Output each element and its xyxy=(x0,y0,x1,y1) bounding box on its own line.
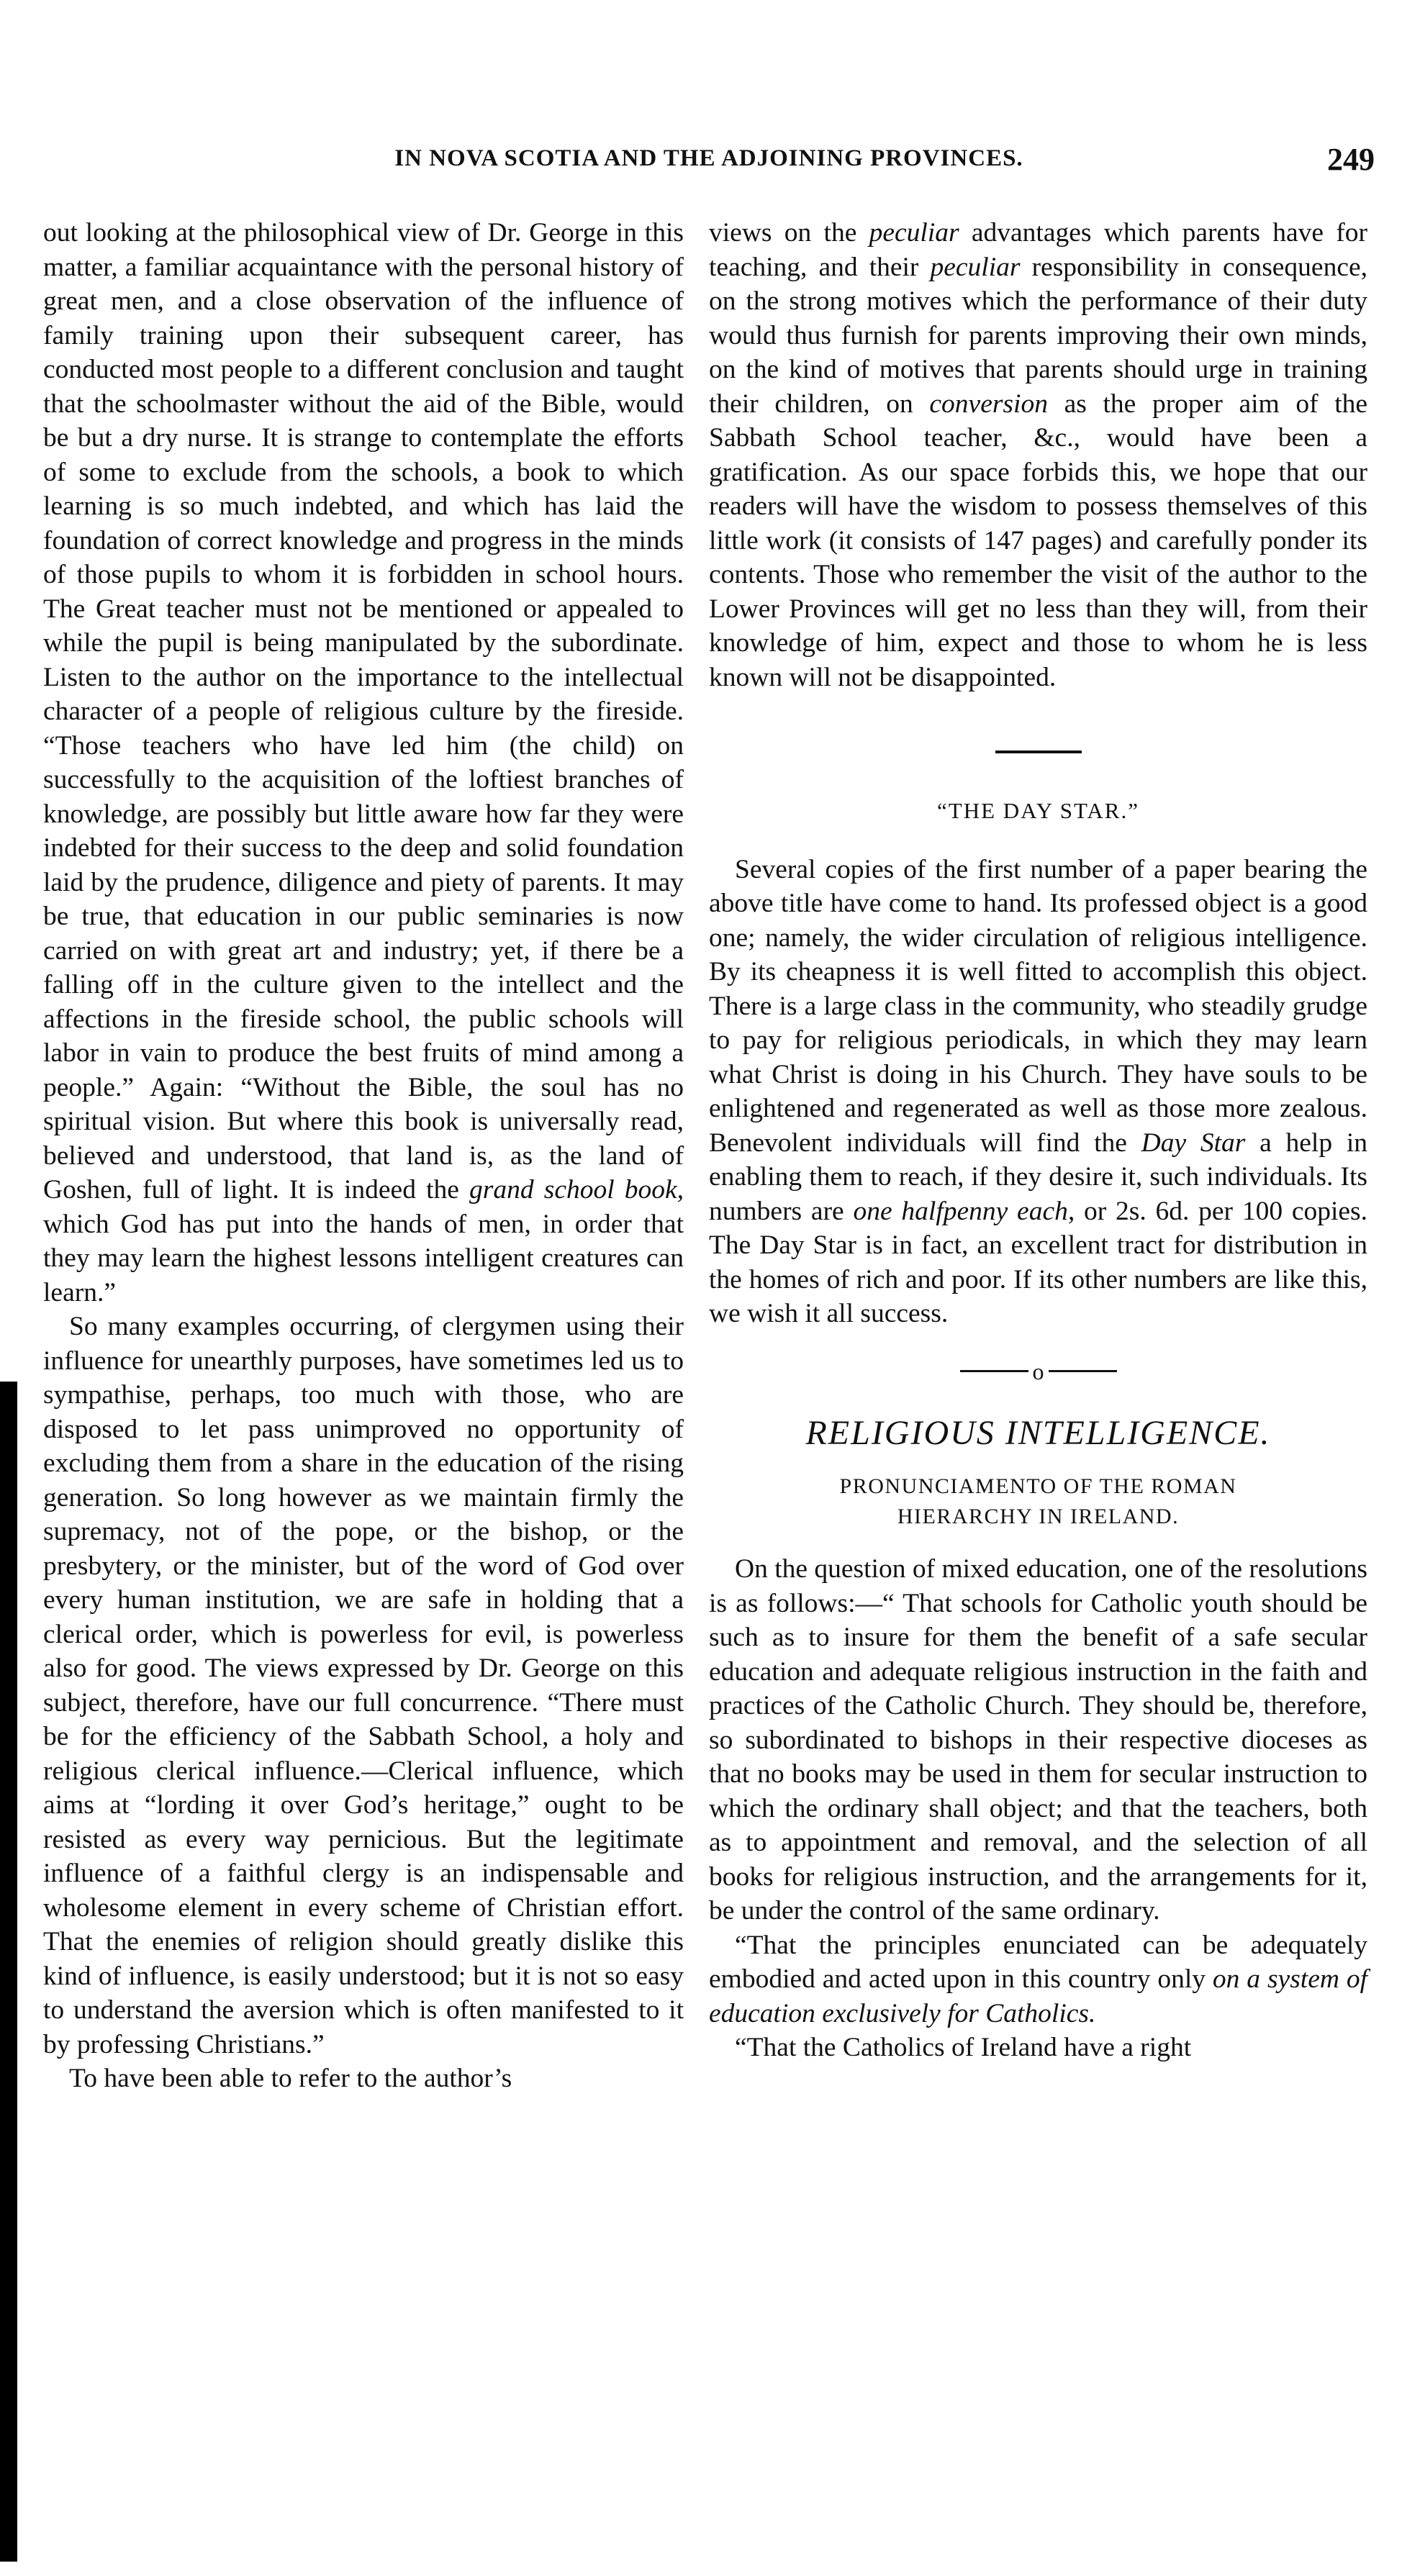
pronunciamento-paragraph-2 xyxy=(709,1928,1367,2031)
italic-run: peculiar xyxy=(930,252,1021,282)
text-run: “That the principles enunciated can be adequately embodied and acted upon in this country only xyxy=(709,1930,1367,1994)
italic-run: peculiar xyxy=(869,218,959,248)
text-run: or 2s. 6d. per 100 copies. The Day Star is in fact, an excellent tract for distribution in the homes of rich and poor. If its other numbers are like this, we wish it all success. xyxy=(709,1196,1368,1328)
right-paragraph-1 xyxy=(709,216,1367,694)
text-run: out looking at the philosophical view of Dr. George in this matter, a familiar acquaintance with the personal history of great men, and a close observation of the influence of family training upon their subsequent career, has conducted most people to a different conclusion and taught that the schoolmaster without the aid of the Bible, would be but a dry nurse. It is strange to contemplate the efforts of some to exclude from the schools, a book to which learning is so much indebted, and which has laid the foundation of correct knowledge and progress in the minds of those pupils to whom it is forbidden in school hours. The Great teacher must not be mentioned or appealed to while the pupil is being manipulated by the subordinate. Listen to the author on the importance to the intellectual character of a people of religious culture by the fireside. “Those teachers who have led him (the child) on successfully to the acquisition of the loftiest branches of knowledge, are possibly but little aware how far they were indebted for their success to the deep and solid foundation laid by the prudence, diligence and piety of parents. It may be true, that education in our public seminaries is now carried on with great art and industry; yet, if there be a falling off in the culture given to the intellect and the affections in the fireside school, the public schools will labor in vain to produce the best fruits of mind among a people.” Again: “Without the Bible, the soul has no spiritual vision. But where this book is universally read, believed and understood, that land is, as the land of Goshen, full of light. It is indeed the xyxy=(43,218,684,1205)
italic-run: one halfpenny each, xyxy=(853,1196,1075,1226)
sub-heading-line-1: PRONUNCIAMENTO OF THE ROMAN xyxy=(839,1474,1237,1498)
left-paragraph-3: To have been able to refer to the author’s xyxy=(69,2064,512,2093)
italic-run: conversion xyxy=(929,389,1048,419)
left-paragraph-2: So many examples occurring, of clergymen using their influence for unearthly purposes, have sometimes led us to sympathise, perhaps, too much with those, who are disposed to let pass unimproved no opportunity of excluding them from a share in the education of the rising generation. So long however as we maintain firmly the supremacy, not of the pope, or the bishop, or the presbytery, or the minister, but of the word of God over every human institution, we are safe in holding that a clerical order, which is powerless for evil, is powerless also for good. The views expressed by Dr. George on this subject, therefore, have our full concurrence. “There must be for the efficiency of the Sabbath School, a holy and religious clerical influence.—Clerical influence, which aims at “lording it over God’s heritage,” ought to be resisted as every way pernicious. But the legitimate influence of a faithful clergy is an indispensable and wholesome element in every scheme of Christian effort. That the enemies of religion should greatly dislike this kind of influence, is easily understood; but it is not so easy to understand the aversion which is often manifested to it by professing Christians.” xyxy=(43,1312,684,2059)
separator-char: o xyxy=(1032,1358,1044,1384)
text-run: a help in enabling them to reach, if they desire it, such individuals. Its numbers are xyxy=(709,1128,1367,1226)
italic-run: Day Star xyxy=(1141,1128,1246,1158)
day-star-title: “THE DAY STAR.” xyxy=(937,798,1139,823)
text-run: which God has put into the hands of men, in order that they may learn the highest lessons intelligent creatures can learn.” xyxy=(43,1209,684,1307)
scan-margin-bar xyxy=(0,1382,17,2562)
pronunciamento-paragraph-1: On the question of mixed education, one of the resolutions is as follows:—“ That schools for Catholic youth should be such as to insure for them the benefit of a safe secular education and adequate religious instruction in the faith and practices of the Catholic Church. They should be, therefore, so subordinated to bishops in their respective dioceses as that no books may be used in them for secular instruction to which the ordinary shall object; and that the teachers, both as to appointment and removal, and the selection of all books for religious instruction, and the arrangements for it, be under the control of the same ordinary. xyxy=(709,1554,1367,1926)
religious-intelligence-heading: RELIGIOUS INTELLIGENCE. xyxy=(805,1413,1271,1452)
left-paragraph-1 xyxy=(43,216,684,1310)
day-star-paragraph xyxy=(709,853,1367,1331)
text-run: views on the xyxy=(709,218,857,248)
left-column xyxy=(43,216,684,2096)
text-run: responsibility in consequence, on the strong motives which the performance of their duty would thus furnish for parents improving their own minds, on the kind of motives that parents should urge in training their children, on xyxy=(709,252,1367,419)
pronunciamento-heading xyxy=(709,1471,1367,1532)
section-divider xyxy=(995,750,1082,753)
running-title: IN NOVA SCOTIA AND THE ADJOINING PROVINCES. xyxy=(394,145,1023,171)
text-run: advantages which parents have for teaching, and their xyxy=(709,218,1368,282)
right-column xyxy=(709,216,1367,2065)
page-header xyxy=(43,142,1375,189)
text-run: Several copies of the first number of a paper bearing the above title have come to hand. Its professed object is a good one; namely, the wider circulation of religious intelligence. By its cheapness it is well fitted to accomplish this object. There is a large class in the community, who steadily grudge to pay for religious periodicals, in which they may learn what Christ is doing in his Church. They have souls to be enlightened and regenerated as well as those more zealous. Benevolent individuals will find the xyxy=(709,854,1367,1158)
sub-heading-line-2: HIERARCHY IN IRELAND. xyxy=(897,1505,1180,1528)
text-run: as the proper aim of the Sabbath School teacher, &c., would have been a gratification. As our space forbids this, we hope that our readers will have the wisdom to possess themselves of this little work (it consists of 147 pages) and carefully ponder its contents. Those who remember the visit of the author to the Lower Provinces will get no less than they will, from their knowledge of him, expect and those to whom he is less known will not be disappointed. xyxy=(709,389,1368,692)
italic-run: on a system of education exclusively for Catholics. xyxy=(709,1964,1367,2028)
separator-line-left xyxy=(960,1370,1028,1372)
pronunciamento-paragraph-3: “That the Catholics of Ireland have a right xyxy=(735,2033,1192,2062)
ornament-separator xyxy=(709,1360,1367,1383)
separator-line-right xyxy=(1049,1370,1117,1372)
page-number: 249 xyxy=(1327,142,1375,177)
italic-run: grand school book, xyxy=(469,1175,684,1205)
